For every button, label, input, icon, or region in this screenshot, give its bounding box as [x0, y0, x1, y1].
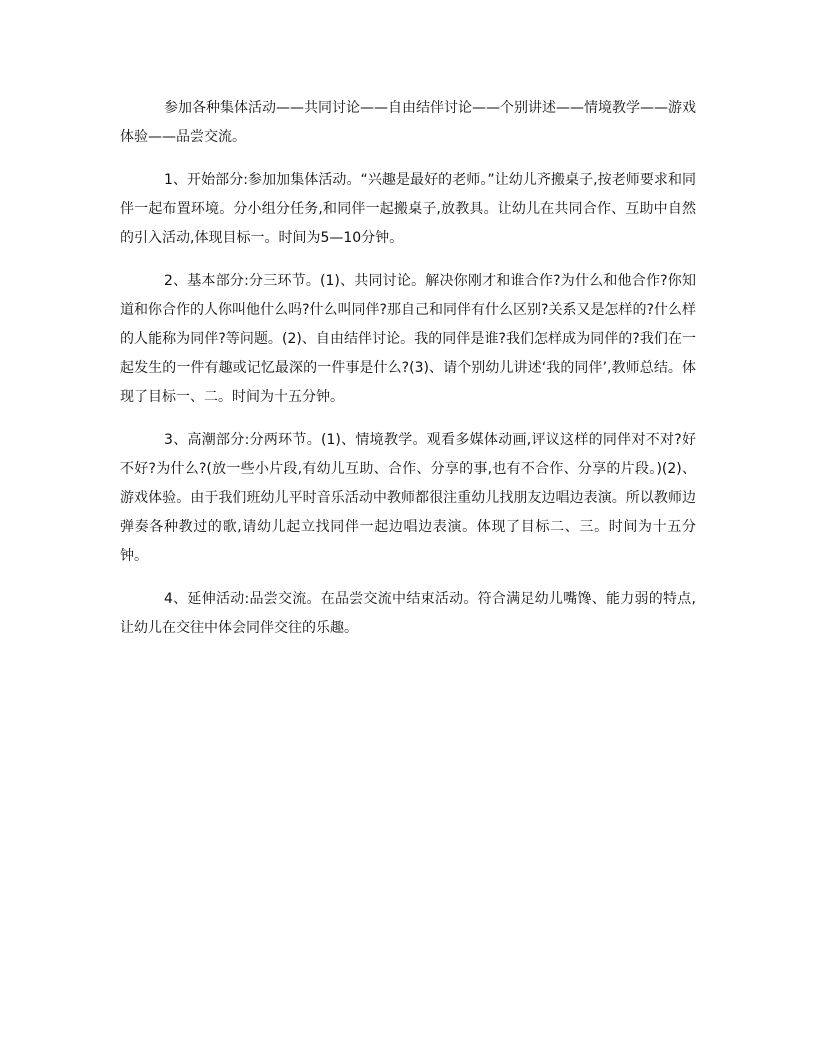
paragraph-activity-flow: 参加各种集体活动——共同讨论——自由结伴讨论——个别讲述——情境教学——游戏体验——品尝交流。: [120, 100, 696, 145]
paragraph-basic: 2、基本部分:分三环节。(1)、共同讨论。解决你刚才和谁合作?为什么和他合作?你知道和你合作的人你叫他什么吗?什么叫同伴?那自己和同伴有什么区别?关系又是怎样的?什么样的人能称为同伴?等问题。(2)、自由结伴讨论。我的同伴是谁?我们怎样成为同伴的?我们在一起发生的一件有趣或记忆最深的一件事是什么?(3)、请个别幼儿讲述‘我的同伴’,教师总结。体现了目标一、二。时间为十五分钟。: [120, 273, 696, 405]
paragraph-climax: 3、高潮部分:分两环节。(1)、情境教学。观看多媒体动画,评议这样的同伴对不对?好不好?为什么?(放一些小片段,有幼儿互助、合作、分享的事,也有不合作、分享的片段。)(2)、游戏体验。由于我们班幼儿平时音乐活动中教师都很注重幼儿找朋友边唱边表演。所以教师边弹奏各种教过的歌,请幼儿起立找同伴一起边唱边表演。体现了目标二、三。时间为十五分钟。: [120, 432, 696, 564]
paragraph-opening: 1、开始部分:参加加集体活动。“兴趣是最好的老师。”让幼儿齐搬桌子,按老师要求和同伴一起布置环境。分小组分任务,和同伴一起搬桌子,放教具。让幼儿在共同合作、互助中自然的引入活动,体现目标一。时间为5—10分钟。: [120, 172, 696, 246]
document-body: [120, 94, 696, 657]
paragraph-extension: 4、延伸活动:品尝交流。在品尝交流中结束活动。符合满足幼儿嘴馋、能力弱的特点,让幼儿在交往中体会同伴交往的乐趣。: [120, 591, 696, 636]
